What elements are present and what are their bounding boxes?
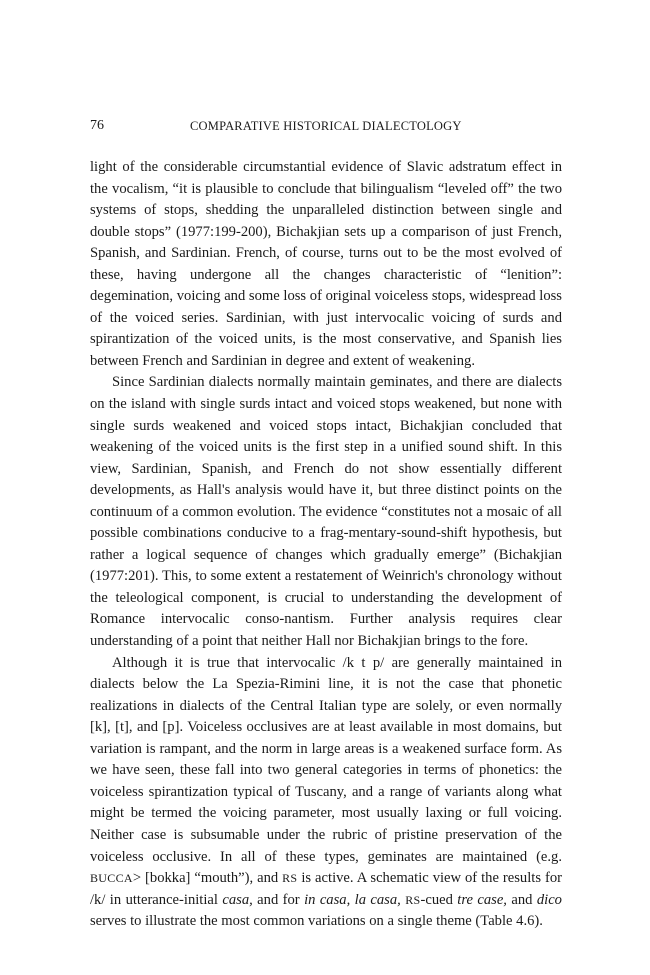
body-text bbox=[90, 157, 562, 933]
paragraph-2: Since Sardinian dialects normally maintain geminates, and there are dialects on the island with single surds intact and voiced stops weakened, but none with single surds weakened and voiced stops intact, Bichakjian concluded that weakening of the voiced units is the first step in a unified sound shift. In this view, Sardinian, Spanish, and French do not show essentially different developments, as Hall's analysis would have it, but three distinct points on the continuum of a common evolution. The evidence “constitutes not a mosaic of all possible combinations conducive to a frag-mentary-sound-shift hypothesis, but rather a logical sequence of changes which gradually emerge” (Bichakjian (1977:201). This, to some extent a restatement of Weinrich's chronology without the teleological component, is crucial to understanding the development of Romance intervocalic conso-nantism. Further analysis requires clear understanding of a point that neither Hall nor Bichakjian brings to the fore. bbox=[90, 374, 562, 650]
small-caps-rs-cued: RS bbox=[405, 892, 421, 907]
italic-dico: dico bbox=[536, 891, 562, 908]
running-head bbox=[90, 118, 562, 138]
italic-in-casa: in casa, la casa, bbox=[304, 891, 401, 908]
paragraph-3 bbox=[90, 653, 562, 933]
running-title: COMPARATIVE HISTORICAL DIALECTOLOGY bbox=[190, 119, 462, 133]
paragraph-3-text-a: Although it is true that intervocalic /k t p/ are generally maintained in dialects below the La Spezia-Rimini line, it is not the case that phonetic realizations in dialects of the Central Italian type are solely, or even normally [k], [t], and [p]. Voiceless occlusives are at least available in most domains, but variation is rampant, and the norm in large areas is a weakened surface form. As we have seen, these fall into two general categories in terms of phonetics: the voiceless spirantization typical of Tuscany, and a range of variants along what might be termed the voicing parameter, most usually laxing or full voicing. Neither case is subsumable under the rubric of pristine preservation of the voiceless occlusive. In all of these types, geminates are maintained (e.g. bbox=[90, 654, 562, 865]
paragraph-3-text-h: serves to illustrate the most common variations on a single theme (Table 4.6). bbox=[90, 913, 543, 930]
paragraph-3-text-g: and bbox=[506, 891, 537, 908]
page-number: 76 bbox=[90, 118, 104, 133]
small-caps-bucca: BUCCA bbox=[90, 871, 133, 886]
paragraph-3-text-d: and for bbox=[252, 891, 305, 908]
italic-tre-case: tre case, bbox=[457, 891, 507, 908]
paragraph-3-text-b: > [bokka] “mouth”), and bbox=[132, 870, 283, 887]
italic-casa: casa, bbox=[222, 891, 253, 908]
paragraph-3-text-c: is active. A schematic view of the results for /k/ in utterance-initial bbox=[90, 870, 562, 908]
paragraph-3-text-f: -cued bbox=[420, 891, 458, 908]
small-caps-rs: RS bbox=[282, 871, 298, 886]
paragraph-1: light of the considerable circumstantial evidence of Slavic adstratum effect in the vocalism, “it is plausible to conclude that bilingualism “leveled off” the two systems of stops, shedding the unparalleled distinction between single and double stops” (1977:199-200), Bichakjian sets up a comparison of just French, Spanish, and Sardinian. French, of course, turns out to be the most evolved of these, having undergone all the changes characteristic of “lenition”: degemination, voicing and some loss of original voiceless stops, widespread loss of the voiced series. Sardinian, with just intervocalic voicing of surds and spirantization of the voiced units, is the most conservative, and Spanish lies between French and Sardinian in degree and extent of weakening. bbox=[90, 159, 562, 369]
